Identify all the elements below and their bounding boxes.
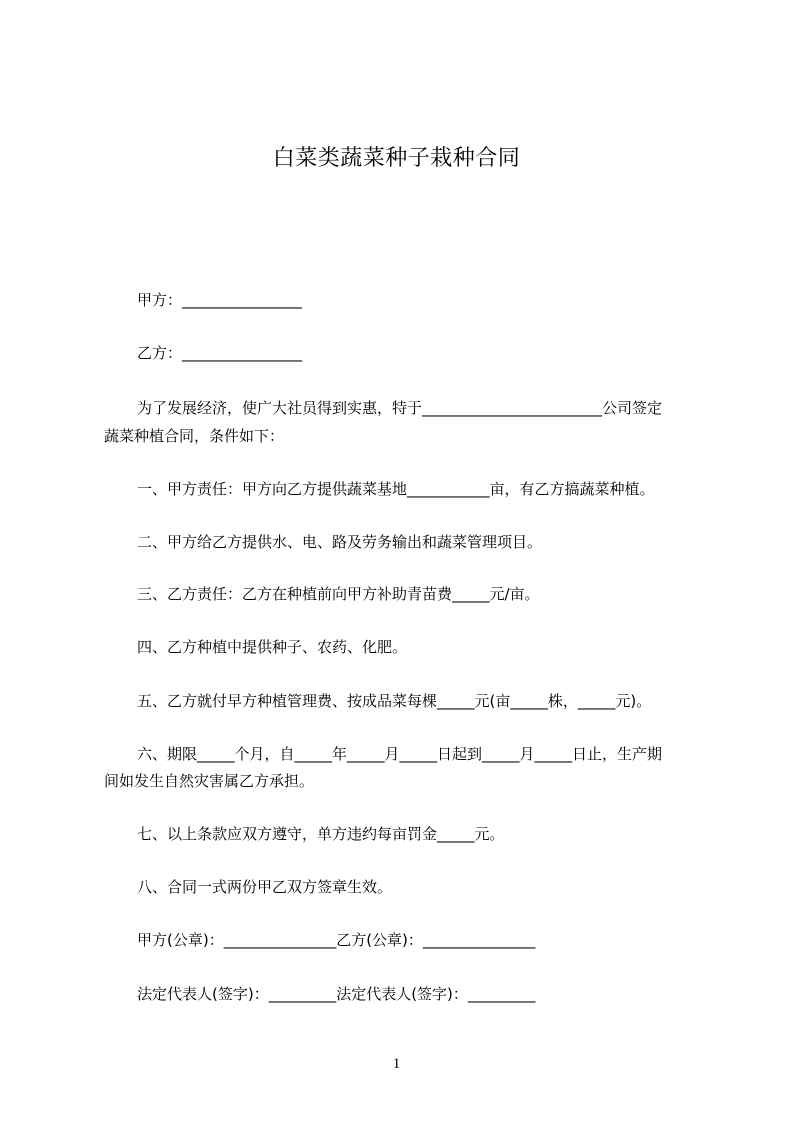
- clause-1: 一、甲方责任：甲方向乙方提供蔬菜基地___________亩，有乙方搞蔬菜种植。: [137, 480, 655, 498]
- clause-7: 七、以上条款应双方遵守，单方违约每亩罚金_____元。: [137, 825, 505, 843]
- clause-2: 二、甲方给乙方提供水、电、路及劳务输出和蔬菜管理项目。: [137, 533, 543, 551]
- party-b-line: 乙方：________________: [137, 344, 303, 362]
- party-a-line: 甲方：________________: [137, 291, 303, 309]
- clause-5: 五、乙方就付早方种植管理费、按成品菜每棵_____元(亩_____株，_____元)。: [137, 692, 652, 710]
- signature-representative-line: 法定代表人(签字)：_________法定代表人(签字)：_________: [137, 985, 536, 1003]
- clause-6-line-1: 六、期限_____个月，自_____年_____月_____日起到_____月_____日止，生产期: [137, 745, 663, 763]
- clause-8: 八、合同一式两份甲乙双方签章生效。: [137, 878, 393, 896]
- intro-line-1: 为了发展经济，使广大社员得到实惠，特于________________________公司签定: [137, 399, 663, 417]
- intro-line-2: 蔬菜种植合同，条件如下：: [104, 427, 285, 445]
- clause-4: 四、乙方种植中提供种子、农药、化肥。: [137, 638, 408, 656]
- signature-seal-line: 甲方(公章)：_______________乙方(公章)：_______________: [137, 931, 536, 949]
- clause-3: 三、乙方责任：乙方在种植前向甲方补助青苗费_____元/亩。: [137, 585, 540, 603]
- page-number: 1: [392, 1056, 401, 1072]
- document-title: 白菜类蔬菜种子栽种合同: [272, 146, 521, 171]
- clause-6-line-2: 间如发生自然灾害属乙方承担。: [104, 772, 315, 790]
